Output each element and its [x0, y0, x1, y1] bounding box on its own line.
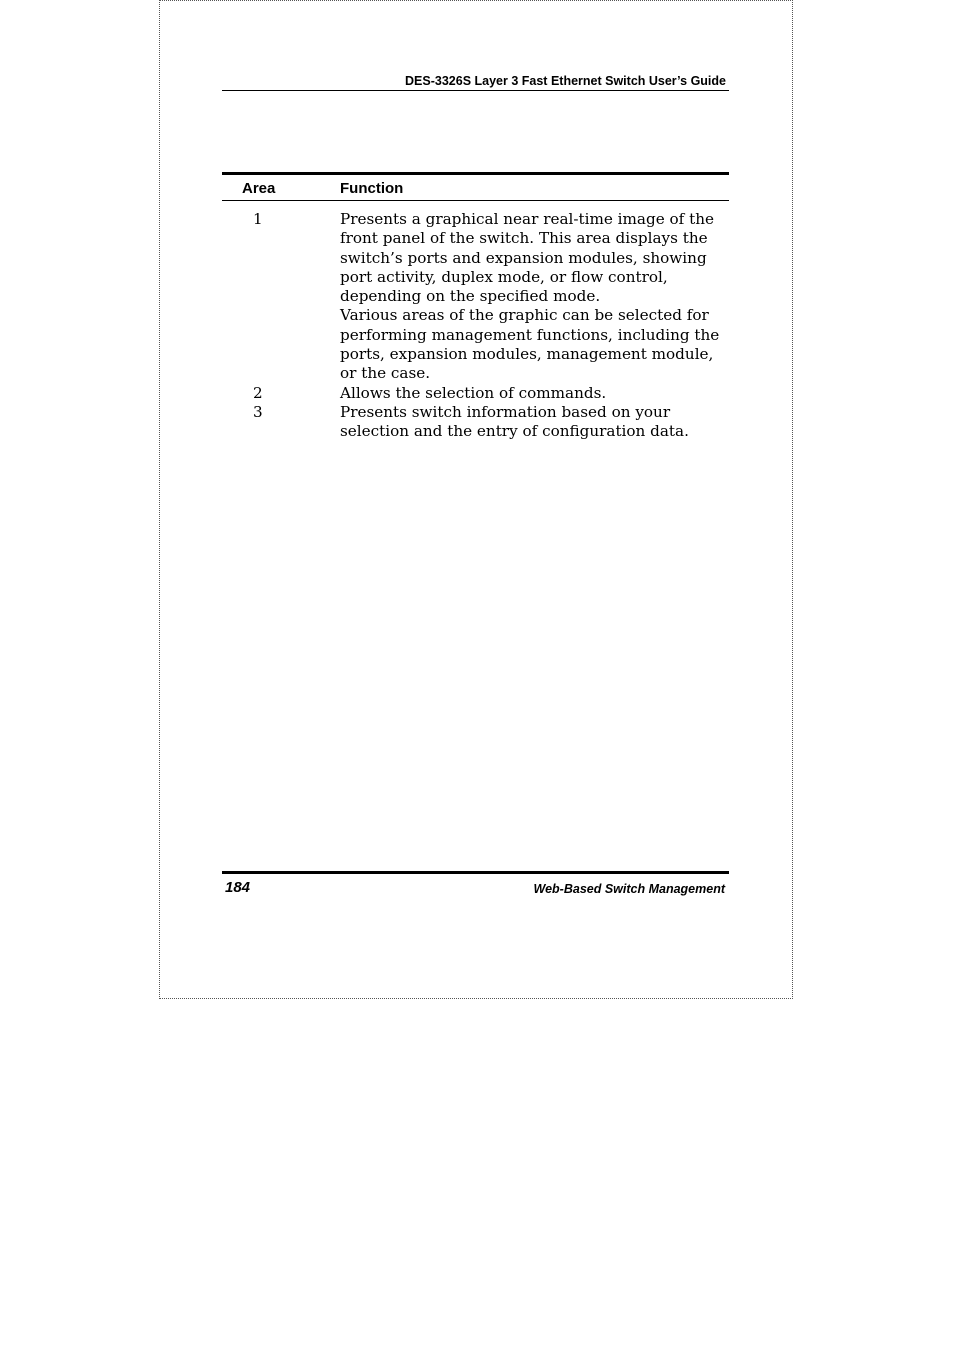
function-cell: [340, 403, 729, 442]
column-header-area: Area: [242, 180, 276, 197]
footer-rule: [222, 871, 729, 874]
area-function-table: [222, 172, 729, 442]
table-row: [222, 384, 729, 403]
footer-section-title: Web-Based Switch Management: [533, 882, 725, 896]
function-paragraph: Presents switch information based on your selection and the entry of configuration data.: [340, 402, 689, 441]
function-cell: [340, 210, 729, 384]
running-header: DES-3326S Layer 3 Fast Ethernet Switch User’s Guide: [222, 73, 729, 91]
function-cell: [340, 384, 729, 403]
function-paragraph: Various areas of the graphic can be selected for performing management functions, including the ports, expansion modules, management module, or the case.: [340, 306, 720, 383]
page-frame: [159, 0, 793, 999]
column-header-function: Function: [340, 180, 404, 197]
page-number: 184: [225, 879, 251, 896]
function-paragraph: Allows the selection of commands.: [340, 383, 607, 402]
table-body: [222, 201, 729, 442]
table-row: [222, 403, 729, 442]
table-header-row: [222, 175, 729, 201]
function-paragraph: Presents a graphical near real-time image of the front panel of the switch. This area displays the switch’s ports and expansion modules, showing port activity, duplex mode, or flow control, depending on the specified mode.: [340, 210, 714, 306]
area-cell: 1: [253, 210, 263, 228]
area-cell: 2: [253, 383, 263, 402]
table-row: [222, 210, 729, 384]
area-cell: 3: [253, 402, 263, 421]
